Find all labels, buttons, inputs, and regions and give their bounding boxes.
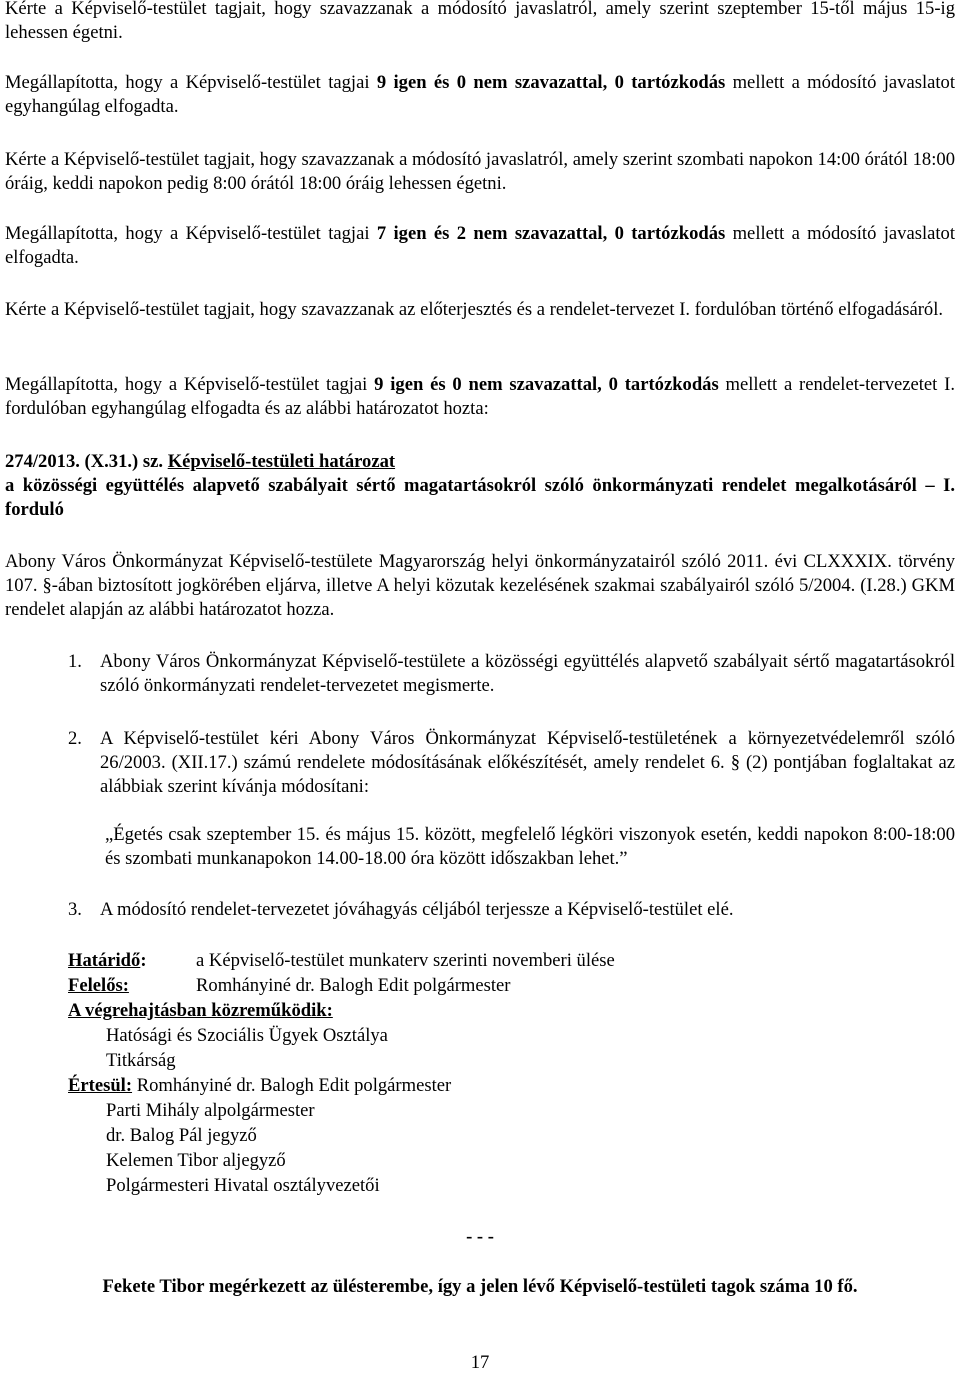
notify-first: Romhányiné dr. Balogh Edit polgármester (132, 1075, 452, 1096)
deadline-value: a Képviselő-testület munkaterv szerinti novemberi ülése (196, 950, 615, 971)
paragraph-vote-result-2 (5, 222, 955, 270)
attendance-note: Fekete Tibor megérkezett az ülésterembe, így a jelen lévő Képviselő-testületi tagok száma 10 fő. (102, 1276, 858, 1297)
notify-item (0, 1174, 960, 1199)
vote-count: 9 igen és 0 nem szavazattal, 0 tartózkodás (376, 72, 726, 93)
cooperation-row (0, 999, 960, 1024)
text-span: mellett a módosító javaslatot egyhangúlag elfogadta. (5, 72, 955, 117)
deadline-row (0, 949, 960, 974)
notify-line (68, 1074, 451, 1098)
quoted-amendment: „Égetés csak szeptember 15. és május 15. között, megfelelő légköri viszonyok esetén, keddi napokon 8:00-18:00 és szombati munkanapokon 14.00-18.00 óra között időszakban lehet.” (105, 824, 955, 869)
paragraph-vote-result-1 (5, 71, 955, 119)
notify-item (0, 1149, 960, 1174)
resolution-item-1: Abony Város Önkormányzat Képviselő-testülete a közösségi együttélés alapvető szabályait sértő magatartásokról szóló önkormányzati rendelet-tervezetet megismerte. (100, 651, 955, 696)
resolution-subject: a közösségi együttélés alapvető szabályait sértő magatartásokról szóló önkormányzati rendelet megalkotásáról – I. forduló (5, 475, 955, 520)
notify-row (0, 1074, 960, 1099)
page-number: 17 (470, 1352, 490, 1373)
responsible-label: Felelős: (68, 975, 129, 996)
item-number: 2. (68, 728, 82, 749)
resolution-type: Képviselő-testületi határozat (167, 451, 396, 472)
item-number: 1. (68, 651, 82, 672)
deadline-colon: : (140, 950, 147, 971)
cooperation-label: A végrehajtásban közreműködik: (68, 1000, 333, 1021)
vote-count: 7 igen és 2 nem szavazattal, 0 tartózkodás (376, 223, 726, 244)
responsible-row (0, 974, 960, 999)
notify-text: Parti Mihály alpolgármester (106, 1100, 315, 1121)
vote-count: 9 igen és 0 nem szavazattal, 0 tartózkodás (374, 374, 719, 395)
notify-text: dr. Balog Pál jegyző (106, 1125, 257, 1146)
paragraph-vote-request-2: Kérte a Képviselő-testület tagjait, hogy szavazzanak a módosító javaslatról, amely szerint szombati napokon 14:00 órától 18:00 óráig, keddi napokon pedig 8:00 órától 18:00 óráig lehessen égetni. (5, 149, 955, 194)
paragraph-vote-request-3: Kérte a Képviselő-testület tagjait, hogy szavazzanak az előterjesztés és a rendelet-tervezet I. fordulóban történő elfogadásáról. (5, 299, 944, 320)
text-span: mellett a rendelet-tervezetet I. fordulóban egyhangúlag elfogadta és az alábbi határozatot hozta: (5, 374, 955, 419)
deadline-label (68, 949, 147, 973)
notify-text: Polgármesteri Hivatal osztályvezetői (106, 1175, 380, 1196)
text-span: Megállapította, hogy a Képviselő-testület tagjai (5, 374, 375, 395)
text-span: Megállapította, hogy a Képviselő-testület tagjai (5, 72, 377, 93)
deadline-label-text: Határidő (68, 950, 141, 971)
notify-label: Értesül: (68, 1075, 133, 1096)
responsible-value: Romhányiné dr. Balogh Edit polgármester (196, 975, 511, 996)
cooperation-item (0, 1049, 960, 1074)
resolution-preamble: Abony Város Önkormányzat Képviselő-testülete Magyarország helyi önkormányzatairól szóló 2011. évi CLXXXIX. törvény 107. §-ában biztosított jogkörében eljárva, illetve A helyi közutak kezelésének szakmai szabályairól szóló 5/2004. (I.28.) GKM rendelet alapján az alábbi határozatot hozza. (5, 551, 955, 620)
cooperation-item (0, 1024, 960, 1049)
section-separator: - - - (466, 1226, 494, 1247)
notify-item (0, 1099, 960, 1124)
resolution-number (5, 450, 955, 474)
text-span: Megállapította, hogy a Képviselő-testület tagjai (5, 223, 377, 244)
paragraph-vote-result-3 (5, 373, 955, 421)
text-span: mellett a módosító javaslatot elfogadta. (5, 223, 955, 268)
item-number: 3. (68, 899, 82, 920)
notify-text: Kelemen Tibor aljegyző (106, 1150, 286, 1171)
cooperation-text: Titkárság (106, 1050, 176, 1071)
paragraph-vote-request-1: Kérte a Képviselő-testület tagjait, hogy szavazzanak a módosító javaslatról, amely szerint szeptember 15-től május 15-ig lehessen égetni. (5, 0, 955, 43)
notify-item (0, 1124, 960, 1149)
resolution-item-2: A Képviselő-testület kéri Abony Város Önkormányzat Képviselő-testületének a környezetvédelemről szóló 26/2003. (XII.17.) számú rendelete módosításának előkészítését, amely rendelet 6. § (2) pontjában foglaltakat az alábbiak szerint kívánja módosítani: (100, 728, 955, 797)
cooperation-text: Hatósági és Szociális Ügyek Osztálya (106, 1025, 388, 1046)
resolution-item-3: A módosító rendelet-tervezetet jóváhagyás céljából terjessze a Képviselő-testület elé. (100, 899, 734, 920)
resolution-number-text: 274/2013. (X.31.) sz. (5, 451, 168, 472)
resolution-title (5, 450, 955, 522)
